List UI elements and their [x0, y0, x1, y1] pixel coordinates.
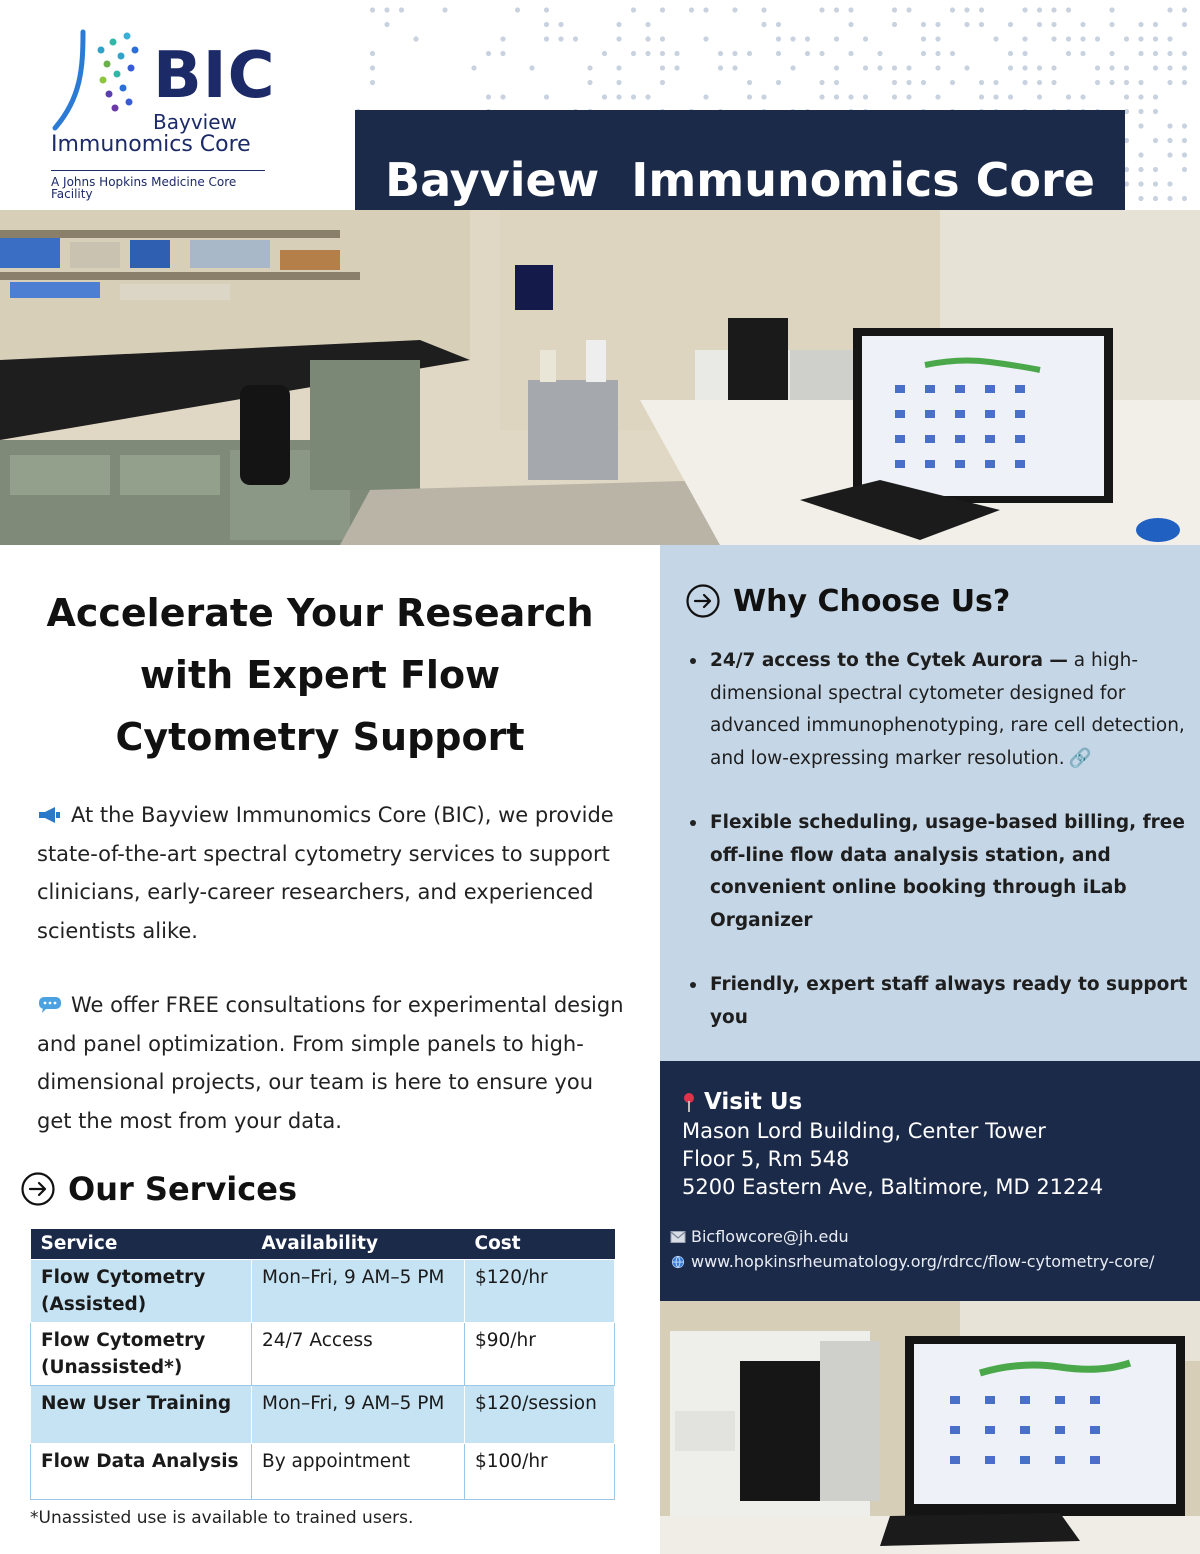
map-pin-icon [682, 1092, 696, 1112]
visit-heading-text: Visit Us [704, 1089, 803, 1115]
page-title: Bayview Immunomics Core [385, 153, 1095, 207]
speech-bubble-icon [37, 997, 63, 1013]
why-list [710, 645, 1188, 1034]
intro-text-1: At the Bayview Immunomics Core (BIC), we provide state-of-the-art spectral cytometry services to support clinicians, early-career researchers, and experienced scientists alike. [37, 803, 614, 943]
globe-icon [670, 1255, 686, 1269]
availability-cell: Mon–Fri, 9 AM–5 PM [252, 1385, 465, 1443]
email-link[interactable]: Bicflowcore@jh.edu [691, 1227, 849, 1246]
table-row [31, 1385, 615, 1443]
service-cell: Flow Data Analysis [31, 1443, 252, 1499]
address [682, 1117, 1103, 1201]
website-link[interactable]: www.hopkinsrheumatology.org/rdrcc/flow-cytometry-core/ [691, 1252, 1155, 1271]
logo-line-1: Bayview [153, 110, 237, 134]
why-choose-us-panel [660, 545, 1200, 1061]
services-table [30, 1229, 615, 1500]
service-cell: Flow Cytometry (Assisted) [31, 1259, 252, 1322]
list-item [710, 645, 1188, 775]
logo-acronym: BIC [153, 39, 276, 113]
circle-arrow-right-icon [20, 1171, 56, 1207]
availability-cell: 24/7 Access [252, 1322, 465, 1385]
headline [20, 582, 620, 768]
headline-line-2: with Expert Flow [139, 653, 501, 697]
address-line-3: 5200 Eastern Ave, Baltimore, MD 21224 [682, 1175, 1104, 1199]
intro-text-2: We offer FREE consultations for experimental design and panel optimization. From simple panels to high-dimensional projects, our team is here to ensure you get the most from your data. [37, 993, 624, 1133]
table-row [31, 1259, 615, 1322]
visit-heading [682, 1089, 802, 1115]
cytometer-photo [660, 1301, 1200, 1554]
circle-arrow-right-icon [685, 583, 721, 619]
logo-tagline: A Johns Hopkins Medicine Core Facility [51, 170, 265, 200]
megaphone-icon [37, 807, 63, 823]
service-cell: Flow Cytometry (Unassisted*) [31, 1322, 252, 1385]
website-contact[interactable] [670, 1252, 1154, 1271]
table-row [31, 1443, 615, 1499]
address-line-1: Mason Lord Building, Center Tower [682, 1119, 1046, 1143]
table-header-row [31, 1229, 615, 1259]
address-line-2: Floor 5, Rm 548 [682, 1147, 850, 1171]
column-header-service: Service [31, 1229, 252, 1259]
list-item: Flexible scheduling, usage-based billing, free off-line flow data analysis station, and convenient online booking through iLab Organizer [710, 807, 1188, 937]
bic-logo-mark-icon [45, 28, 145, 138]
why-heading-text: Why Choose Us? [733, 583, 1011, 619]
service-cell: New User Training [31, 1385, 252, 1443]
link-icon: 🔗 [1068, 747, 1092, 769]
availability-cell: Mon–Fri, 9 AM–5 PM [252, 1259, 465, 1322]
table-row [31, 1322, 615, 1385]
cost-cell: $120/session [465, 1385, 615, 1443]
services-heading-text: Our Services [68, 1170, 297, 1208]
cost-cell: $120/hr [465, 1259, 615, 1322]
cost-cell: $90/hr [465, 1322, 615, 1385]
headline-line-3: Cytometry Support [115, 715, 525, 759]
intro-paragraph-2 [37, 986, 627, 1140]
column-header-availability: Availability [252, 1229, 465, 1259]
column-header-cost: Cost [465, 1229, 615, 1259]
why-heading [685, 583, 1010, 619]
logo-line-2: Immunomics Core [51, 132, 251, 157]
lab-photo [0, 210, 1200, 545]
services-footnote: *Unassisted use is available to trained users. [30, 1508, 414, 1528]
list-item: Friendly, expert staff always ready to support you [710, 969, 1188, 1034]
bullet-1-bold: 24/7 access to the Cytek Aurora — [710, 650, 1068, 671]
headline-line-1: Accelerate Your Research [46, 591, 594, 635]
bullet-1-text: a high-dimensional spectral cytometer designed for advanced immunophenotyping, rare cell detection, and low-expressing marker resolution. [710, 650, 1185, 769]
bic-logo [45, 28, 295, 201]
envelope-icon [670, 1230, 686, 1244]
cost-cell: $100/hr [465, 1443, 615, 1499]
availability-cell: By appointment [252, 1443, 465, 1499]
services-heading [20, 1170, 297, 1208]
email-contact[interactable] [670, 1227, 849, 1246]
intro-paragraph-1 [37, 796, 627, 950]
visit-us-panel [660, 1061, 1200, 1301]
